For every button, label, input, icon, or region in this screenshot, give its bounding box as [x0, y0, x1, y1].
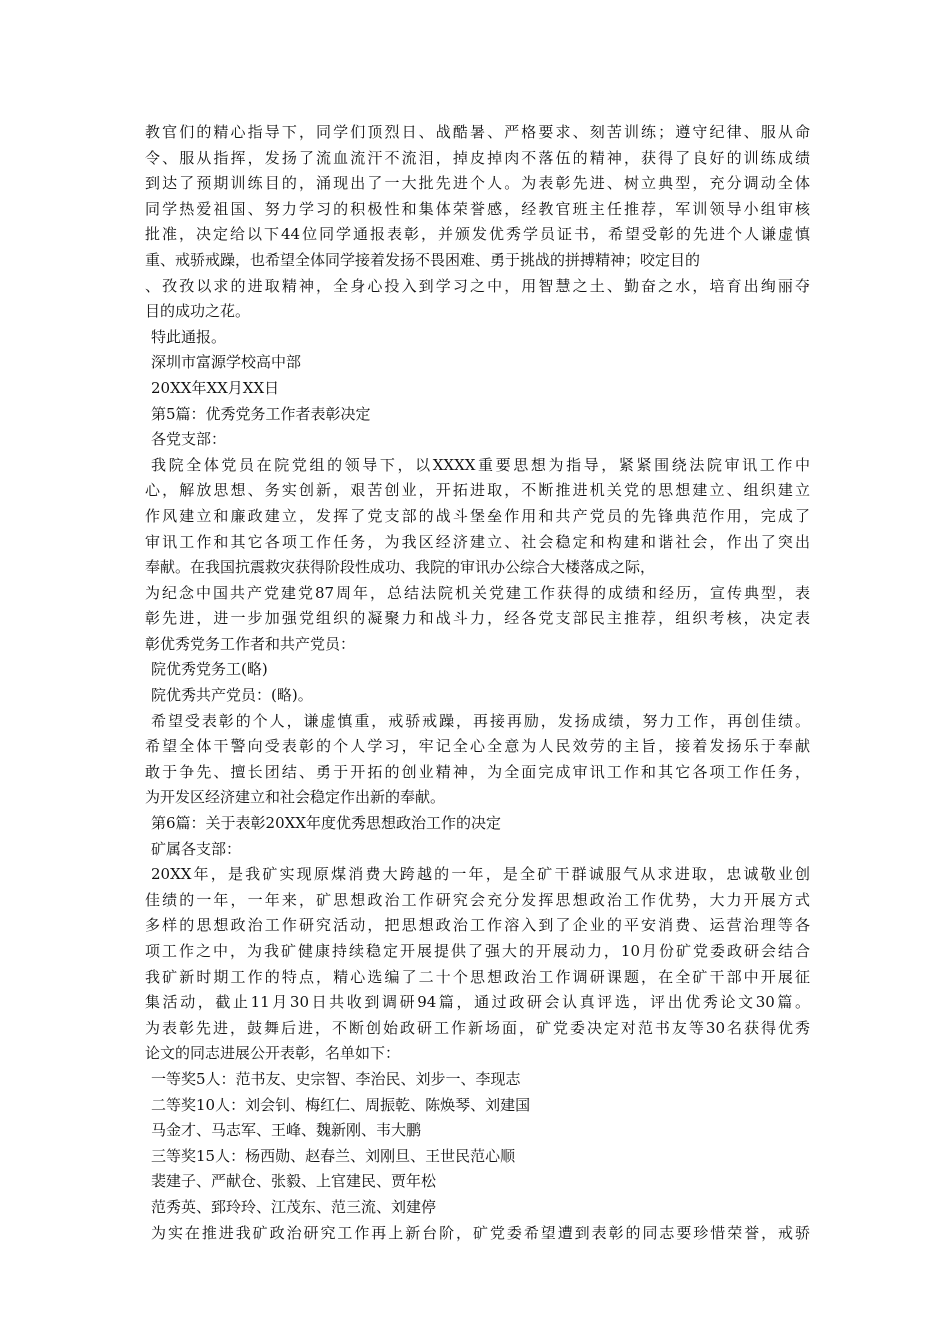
text-line: 集活动，截止11月30日共收到调研94篇，通过政研会认真评选，评出优秀论文30篇。	[145, 993, 810, 1012]
text-line: 批准，决定给以下44位同学通报表彰，并颁发优秀学员证书，希望受彰的先进个人谦虚慎	[145, 225, 810, 244]
text-line: 二等奖10人：刘会钊、梅红仁、周振乾、陈焕琴、刘建国	[151, 1095, 531, 1114]
text-line: 20XX年XX月XX日	[151, 378, 280, 397]
text-line: 裴建子、严献仓、张毅、上官建民、贾年松	[151, 1172, 437, 1191]
text-line: 第6篇：关于表彰20XX年度优秀思想政治工作的决定	[151, 814, 501, 833]
text-line: 为表彰先进，鼓舞后进，不断创始政研工作新场面，矿党委决定对范书友等30名获得优秀	[145, 1018, 810, 1037]
text-line: 希望全体干警向受表彰的个人学习，牢记全心全意为人民效劳的主旨，接着发扬乐于奉献	[145, 737, 810, 756]
text-line: 我矿新时期工作的特点，精心选编了二十个思想政治工作调研课题，在全矿干部中开展征	[145, 967, 810, 986]
text-line: 为纪念中国共产党建党87周年，总结法院机关党建工作获得的成绩和经历，宣传典型，表	[145, 583, 810, 602]
text-line: 我院全体党员在院党组的领导下，以XXXX重要思想为指导，紧紧围绕法院审讯工作中	[151, 455, 810, 474]
text-line: 院优秀党务工(略)	[151, 660, 268, 679]
text-line: 一等奖5人：范书友、史宗智、李治民、刘步一、李现志	[151, 1069, 521, 1088]
text-line: 论文的同志进展公开表彰，名单如下：	[145, 1044, 401, 1063]
text-line: 各党支部：	[151, 430, 227, 449]
text-line: 20XX年，是我矿实现原煤消费大跨越的一年，是全矿干群诚服气从求进取，忠诚敬业创	[151, 865, 810, 884]
document-body	[145, 120, 810, 1246]
text-line: 教官们的精心指导下，同学们顶烈日、战酷暑、严格要求、刻苦训练；遵守纪律、服从命	[145, 123, 810, 141]
text-line: 项工作之中，为我矿健康持续稳定开展提供了强大的开展动力，10月份矿党委政研会结合	[145, 942, 810, 960]
text-line: 特此通报。	[151, 327, 227, 346]
text-line: 为实在推进我矿政治研究工作再上新台阶，矿党委希望遭到表彰的同志要珍惜荣誉，戒骄	[151, 1223, 810, 1242]
text-line: 三等奖15人：杨西勋、赵春兰、刘刚旦、王世民范心顺	[151, 1146, 516, 1165]
text-line: 心，解放思想、务实创新，艰苦创业，开拓进取，不断推进机关党的思想建立、组织建立	[145, 481, 810, 500]
text-line: 矿属各支部：	[151, 839, 242, 858]
text-line: 敢于争先、擅长团结、勇于开拓的创业精神，为全面完成审讯工作和其它各项工作任务，	[145, 762, 810, 781]
text-line: 为开发区经济建立和社会稳定作出新的奉献。	[145, 788, 446, 807]
text-line: 佳绩的一年，一年来，矿思想政治工作研究会充分发挥思想政治工作优势，大力开展方式	[145, 890, 810, 909]
text-line: 院优秀共产党员：(略)。	[151, 686, 313, 705]
text-line: 令、服从指挥，发扬了流血流汗不流泪，掉皮掉肉不落伍的精神，获得了良好的训练成绩	[145, 148, 810, 167]
text-line: 到达了预期训练目的，涌现出了一大批先进个人。为表彰先进、树立典型，充分调动全体	[145, 174, 810, 193]
text-line: 同学热爱祖国、努力学习的积极性和集体荣誉感，经教官班主任推荐，军训领导小组审核	[145, 199, 810, 218]
text-line: 彰先进，进一步加强党组织的凝聚力和战斗力，经各党支部民主推荐，组织考核，决定表	[145, 609, 810, 628]
text-line: 彰优秀党务工作者和共产党员：	[145, 634, 356, 653]
text-line: 目的成功之花。	[145, 302, 251, 321]
text-line: 第5篇：优秀党务工作者表彰决定	[151, 404, 371, 423]
text-line: 审讯工作和其它各项工作任务，为我区经济建立、社会稳定和构建和谐社会，作出了突出	[145, 532, 810, 551]
text-line: 深圳市富源学校高中部	[151, 353, 302, 372]
text-line: 范秀英、郅玲玲、江茂东、范三流、刘建停	[151, 1197, 437, 1216]
text-line: 希望受表彰的个人，谦虚慎重，戒骄戒躁，再接再励，发扬成绩，努力工作，再创佳绩。	[151, 711, 810, 730]
text-line: 马金才、马志军、王峰、魏新刚、韦大鹏	[151, 1121, 422, 1140]
text-line: 、孜孜以求的进取精神，全身心投入到学习之中，用智慧之土、勤奋之水，培育出绚丽夺	[145, 276, 810, 295]
text-line: 重、戒骄戒躁，也希望全体同学接着发扬不畏困难、勇于挑战的拼搏精神；咬定目的	[145, 250, 701, 269]
text-line: 作风建立和廉政建立，发挥了党支部的战斗堡垒作用和共产党员的先锋典范作用，完成了	[145, 506, 810, 525]
text-line: 奉献。在我国抗震救灾获得阶段性成功、我院的审讯办公综合大楼落成之际，	[145, 558, 656, 577]
text-line: 多样的思想政治工作研究活动，把思想政治工作溶入到了企业的平安消费、运营治理等各	[145, 916, 810, 935]
